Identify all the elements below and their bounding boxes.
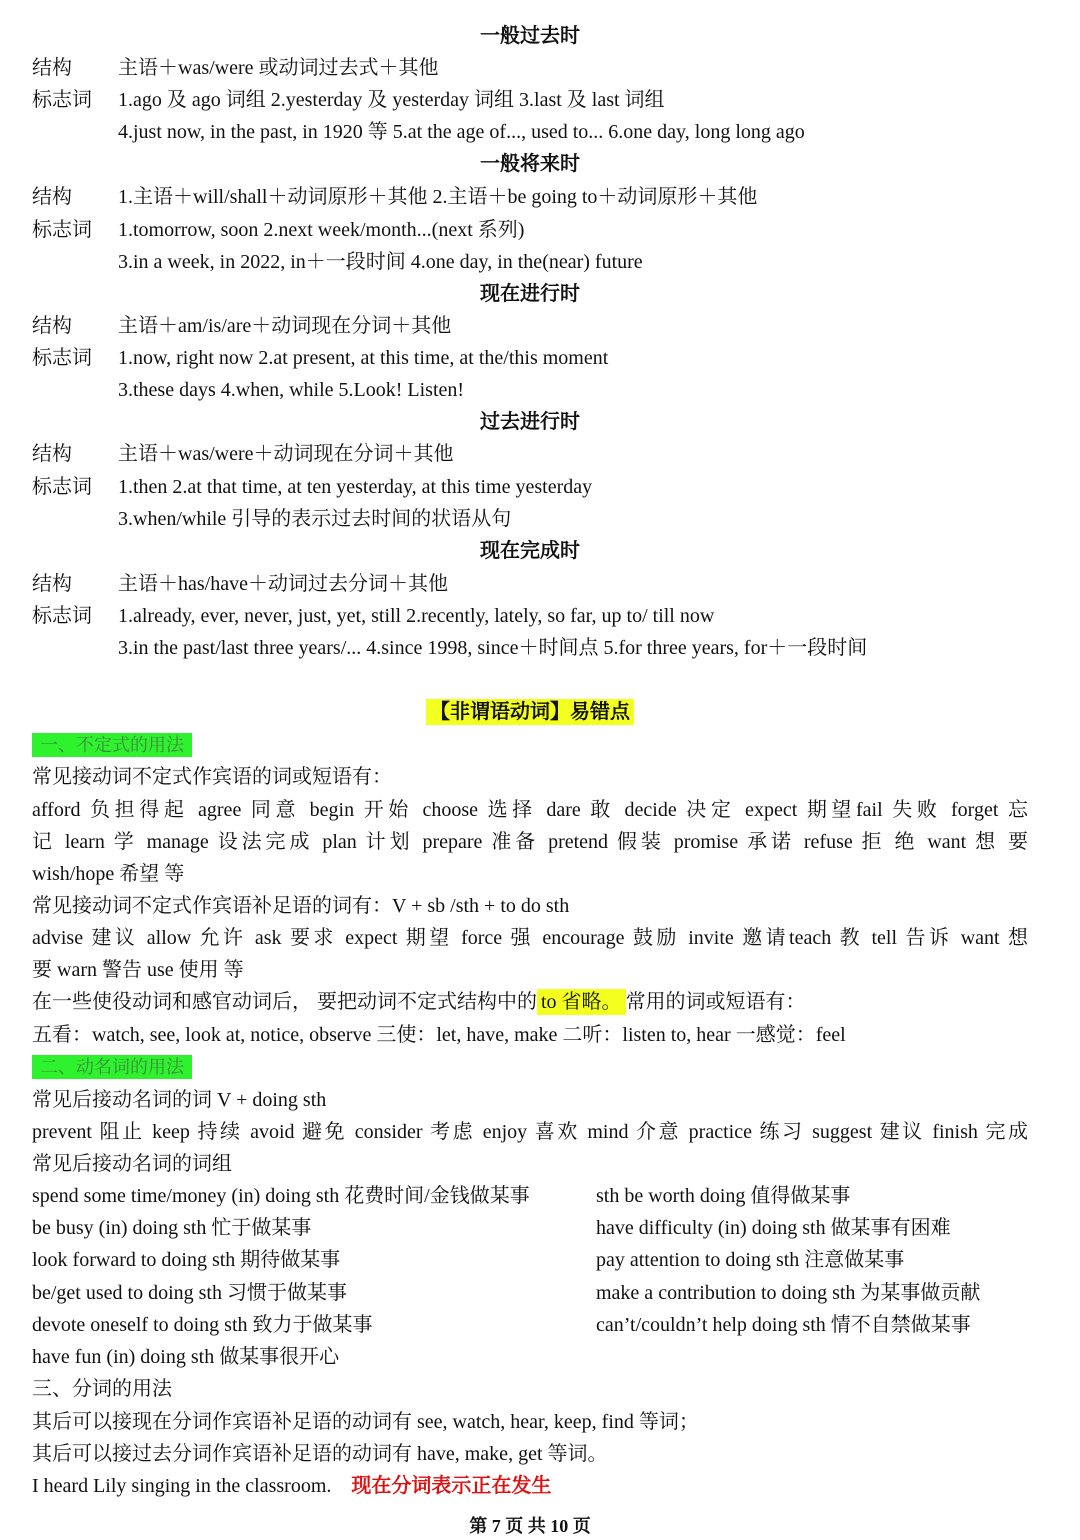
signal-line: 3.in the past/last three years/... 4.since 1998, since＋时间点 5.for three years, for＋一段时间: [118, 637, 868, 659]
paragraph-line: 常见接动词不定式作宾语的词或短语有：: [32, 766, 392, 788]
signal-line: 3.these days 4.when, while 5.Look! Listen!: [118, 379, 465, 401]
gerund-heading-highlight: 二、动名词的用法: [32, 1055, 192, 1079]
paragraph-line: 常见后接动名词的词 V + doing sth: [32, 1089, 327, 1111]
nonfinite-title: [0, 698, 1060, 726]
section-title-future-simple: 一般将来时: [480, 153, 580, 175]
signal-line: 3.when/while 引导的表示过去时间的状语从句: [118, 508, 512, 530]
phrase-item: look forward to doing sth 期待做某事: [32, 1249, 341, 1271]
signal-line: 1.now, right now 2.at present, at this time, at the/this moment: [118, 347, 609, 369]
paragraph-line: 常见后接动名词的词组: [32, 1153, 232, 1175]
phrase-item: sth be worth doing 值得做某事: [596, 1185, 851, 1207]
signal-label: 标志词: [32, 605, 92, 627]
phrase-item: pay attention to doing sth 注意做某事: [596, 1249, 905, 1271]
section-title-present-perfect: 现在完成时: [480, 540, 580, 562]
paragraph-line: wish/hope 希望 等: [32, 863, 185, 885]
text-segment: 在一些使役动词和感官动词后， 要把动词不定式结构中的: [32, 991, 537, 1013]
signal-line: 1.already, ever, never, just, yet, still 2.recently, lately, so far, up to/ till now: [118, 605, 715, 627]
infinitive-heading: [32, 731, 192, 759]
signal-line: 1.tomorrow, soon 2.next week/month...(next 系列): [118, 219, 525, 241]
phrase-item: spend some time/money (in) doing sth 花费时间/金钱做某事: [32, 1185, 530, 1207]
structure-label: 结构: [32, 443, 72, 465]
paragraph-line: advise 建议 allow 允许 ask 要求 expect 期望 force 强 encourage 鼓励 invite 邀请teach 教 tell 告诉 want 想: [32, 927, 1028, 949]
section-title-present-continuous: 现在进行时: [480, 283, 580, 305]
highlighted-text: to 省略。: [537, 989, 626, 1015]
structure-label: 结构: [32, 57, 72, 79]
signal-line: 4.just now, in the past, in 1920 等 5.at the age of..., used to... 6.one day, long long ago: [118, 121, 805, 143]
signal-label: 标志词: [32, 347, 92, 369]
phrase-item: devote oneself to doing sth 致力于做某事: [32, 1314, 373, 1336]
infinitive-heading-highlight: 一、不定式的用法: [32, 733, 192, 757]
phrase-item: make a contribution to doing sth 为某事做贡献: [596, 1282, 981, 1304]
phrase-item: have difficulty (in) doing sth 做某事有困难: [596, 1217, 951, 1239]
paragraph-line: 记 learn 学 manage 设法完成 plan 计划 prepare 准备 pretend 假装 promise 承诺 refuse 拒 绝 want 想 要: [32, 831, 1028, 853]
structure-text: 主语＋has/have＋动词过去分词＋其他: [118, 573, 448, 595]
signal-label: 标志词: [32, 476, 92, 498]
section-title-past-continuous: 过去进行时: [480, 411, 580, 433]
structure-label: 结构: [32, 315, 72, 337]
signal-line: 1.then 2.at that time, at ten yesterday, at this time yesterday: [118, 476, 593, 498]
structure-text: 1.主语＋will/shall＋动词原形＋其他 2.主语＋be going to＋动词原形＋其他: [118, 186, 758, 208]
page-number: 第 7 页 共 10 页: [469, 1516, 591, 1536]
structure-text: 主语＋am/is/are＋动词现在分词＋其他: [118, 315, 452, 337]
phrase-item: can’t/couldn’t help doing sth 情不自禁做某事: [596, 1314, 971, 1336]
paragraph-line: afford 负担得起 agree 同意 begin 开始 choose 选择 dare 敢 decide 决定 expect 期望fail 失败 forget 忘: [32, 799, 1028, 821]
paragraph-line: 其后可以接过去分词作宾语补足语的动词有 have, make, get 等词。: [32, 1443, 608, 1465]
signal-line: 3.in a week, in 2022, in＋一段时间 4.one day, in the(near) future: [118, 251, 643, 273]
paragraph-line: [32, 988, 806, 1016]
structure-text: 主语＋was/were 或动词过去式＋其他: [118, 57, 439, 79]
phrase-item: be busy (in) doing sth 忙于做某事: [32, 1217, 312, 1239]
example-note: 现在分词表示正在发生: [351, 1475, 552, 1497]
nonfinite-title-highlight: 【非谓语动词】易错点: [426, 699, 634, 725]
structure-label: 结构: [32, 186, 72, 208]
phrase-item: have fun (in) doing sth 做某事很开心: [32, 1346, 340, 1368]
structure-text: 主语＋was/were＋动词现在分词＋其他: [118, 443, 454, 465]
paragraph-line: 常见接动词不定式作宾语补足语的词有：V + sb /sth + to do sth: [32, 895, 570, 917]
section-title-past-simple: 一般过去时: [480, 25, 580, 47]
text-segment: 常用的词或短语有：: [625, 991, 806, 1013]
signal-label: 标志词: [32, 219, 92, 241]
paragraph-line: 五看：watch, see, look at, notice, observe 三使：let, have, make 二听：listen to, hear 一感觉：feel: [32, 1024, 846, 1046]
participle-heading: 三、分词的用法: [32, 1378, 172, 1400]
phrase-item: be/get used to doing sth 习惯于做某事: [32, 1282, 347, 1304]
signal-label: 标志词: [32, 89, 92, 111]
structure-label: 结构: [32, 573, 72, 595]
paragraph-line: prevent 阻止 keep 持续 avoid 避免 consider 考虑 enjoy 喜欢 mind 介意 practice 练习 suggest 建议 finish 完成: [32, 1121, 1028, 1143]
signal-line: 1.ago 及 ago 词组 2.yesterday 及 yesterday 词组 3.last 及 last 词组: [118, 89, 665, 111]
paragraph-line: 要 warn 警告 use 使用 等: [32, 959, 244, 981]
example-sentence: I heard Lily singing in the classroom.: [32, 1475, 332, 1497]
paragraph-line: 其后可以接现在分词作宾语补足语的动词有 see, watch, hear, keep, find 等词；: [32, 1411, 699, 1433]
gerund-heading: [32, 1053, 192, 1081]
example-line: [32, 1472, 551, 1500]
